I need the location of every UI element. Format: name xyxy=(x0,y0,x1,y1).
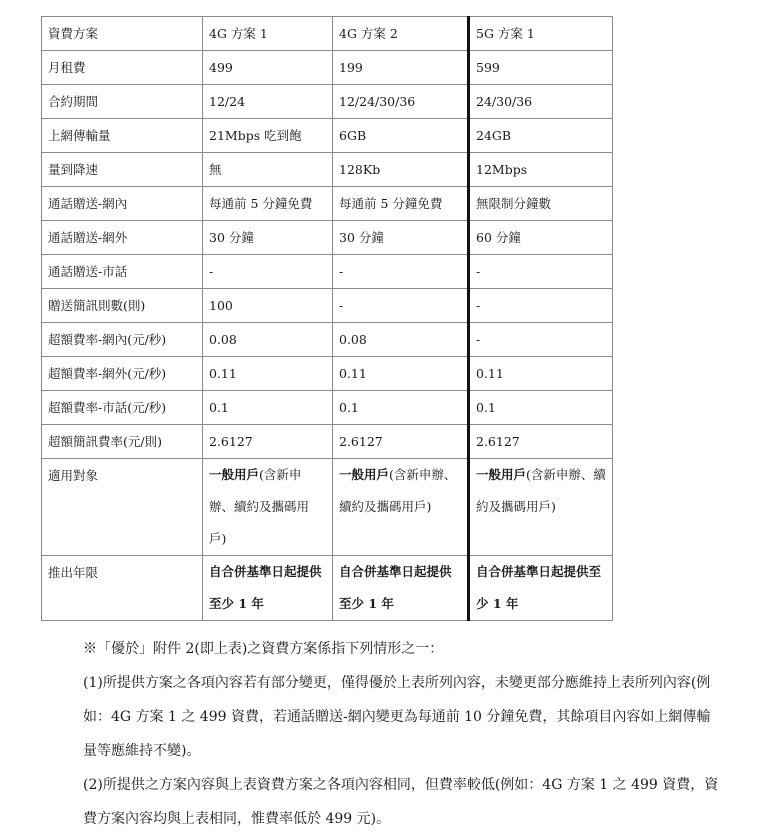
target-bold-text: 一般用戶 xyxy=(209,467,260,482)
table-cell-4g-plan-2: 128Kb xyxy=(333,153,469,187)
table-cell-4g-plan-1: 30 分鐘 xyxy=(203,221,333,255)
table-cell-label: 適用對象 xyxy=(42,459,203,556)
table-cell-4g-plan-2: - xyxy=(333,255,469,289)
table-cell-label: 超額簡訊費率(元/則) xyxy=(42,425,203,459)
table-cell-4g-plan-2: 0.11 xyxy=(333,357,469,391)
target-bold-text: 一般用戶 xyxy=(476,467,527,482)
table-cell-4g-plan-2: 199 xyxy=(333,51,469,85)
table-row xyxy=(42,221,613,255)
table-cell-4g-plan-1: - xyxy=(203,255,333,289)
table-cell-5g-plan-1: - xyxy=(469,323,613,357)
table-cell-5g-plan-1: 60 分鐘 xyxy=(469,221,613,255)
table-cell-4g-plan-2: 30 分鐘 xyxy=(333,221,469,255)
table-cell-5g-plan-1: 2.6127 xyxy=(469,425,613,459)
table-cell-4g-plan-1: 21Mbps 吃到飽 xyxy=(203,119,333,153)
notes-intro: ※「優於」附件 2(即上表)之資費方案係指下列情形之一： xyxy=(83,641,444,657)
header-cell-label: 資費方案 xyxy=(42,17,203,51)
table-cell-5g-plan-1: - xyxy=(469,289,613,323)
table-cell-5g-plan-1: 0.11 xyxy=(469,357,613,391)
table-row xyxy=(42,51,613,85)
table-cell-4g-plan-2: - xyxy=(333,289,469,323)
notes-item-1: (1)所提供方案之各項內容若有部分變更，僅得優於上表所列內容，未變更部分應維持上表所列內容(例如：4G 方案 1 之 499 資費，若通話贈送-網內變更為每通前 10 分鐘免費，其餘項目內容如上網傳輸量等應維持不變)。 xyxy=(83,675,711,759)
table-cell-5g-plan-1: 無限制分鐘數 xyxy=(469,187,613,221)
target-rest-text: (含新申辦、續約及攜碼用戶) xyxy=(209,467,310,546)
table-cell-4g-plan-1: 12/24 xyxy=(203,85,333,119)
table-cell-5g-plan-1: 24GB xyxy=(469,119,613,153)
table-header-row xyxy=(42,17,613,51)
table-cell-label: 超額費率-網內(元/秒) xyxy=(42,323,203,357)
table-cell-4g-plan-1: 100 xyxy=(203,289,333,323)
table-row xyxy=(42,357,613,391)
header-cell-4g-plan-1: 4G 方案 1 xyxy=(203,17,333,51)
header-cell-5g-plan-1: 5G 方案 1 xyxy=(469,17,613,51)
table-cell-5g-plan-1: - xyxy=(469,255,613,289)
table-cell-label: 超額費率-網外(元/秒) xyxy=(42,357,203,391)
table-cell-label: 月租費 xyxy=(42,51,203,85)
table-cell-years-5g-plan-1: 自合併基準日起提供至少 1 年 xyxy=(469,556,613,621)
table-cell-label: 贈送簡訊則數(則) xyxy=(42,289,203,323)
plan-table-body xyxy=(42,17,613,621)
table-cell-4g-plan-1: 499 xyxy=(203,51,333,85)
table-cell-label: 超額費率-市話(元/秒) xyxy=(42,391,203,425)
table-cell-label: 通話贈送-網外 xyxy=(42,221,203,255)
target-bold-text: 一般用戶 xyxy=(339,467,390,482)
table-cell-4g-plan-1: 無 xyxy=(203,153,333,187)
table-row xyxy=(42,187,613,221)
table-row xyxy=(42,255,613,289)
notes-section xyxy=(83,632,723,836)
plan-table xyxy=(41,16,613,621)
table-cell-4g-plan-2: 每通前 5 分鐘免費 xyxy=(333,187,469,221)
table-cell-4g-plan-1: 每通前 5 分鐘免費 xyxy=(203,187,333,221)
table-row xyxy=(42,85,613,119)
table-cell-4g-plan-2: 6GB xyxy=(333,119,469,153)
table-cell-4g-plan-2: 2.6127 xyxy=(333,425,469,459)
table-cell-years-4g-plan-1: 自合併基準日起提供至少 1 年 xyxy=(203,556,333,621)
table-cell-4g-plan-2: 0.08 xyxy=(333,323,469,357)
table-cell-4g-plan-1: 2.6127 xyxy=(203,425,333,459)
table-cell-4g-plan-1: 0.11 xyxy=(203,357,333,391)
notes-item-2: (2)所提供之方案內容與上表資費方案之各項內容相同，但費率較低(例如：4G 方案 1 之 499 資費，資費方案內容均與上表相同，惟費率低於 499 元)。 xyxy=(83,777,719,827)
table-row xyxy=(42,289,613,323)
table-cell-4g-plan-2: 0.1 xyxy=(333,391,469,425)
table-row xyxy=(42,323,613,357)
table-row xyxy=(42,425,613,459)
table-cell-label: 上網傳輸量 xyxy=(42,119,203,153)
table-cell-target-4g-plan-2 xyxy=(333,459,469,556)
table-cell-5g-plan-1: 24/30/36 xyxy=(469,85,613,119)
table-row xyxy=(42,119,613,153)
table-cell-target-4g-plan-1 xyxy=(203,459,333,556)
table-cell-4g-plan-1: 0.08 xyxy=(203,323,333,357)
table-cell-label: 量到降速 xyxy=(42,153,203,187)
table-cell-label: 通話贈送-網內 xyxy=(42,187,203,221)
table-cell-label: 推出年限 xyxy=(42,556,203,621)
header-cell-4g-plan-2: 4G 方案 2 xyxy=(333,17,469,51)
table-row-years xyxy=(42,556,613,621)
table-cell-4g-plan-2: 12/24/30/36 xyxy=(333,85,469,119)
table-cell-5g-plan-1: 599 xyxy=(469,51,613,85)
table-cell-years-4g-plan-2: 自合併基準日起提供至少 1 年 xyxy=(333,556,469,621)
table-cell-5g-plan-1: 12Mbps xyxy=(469,153,613,187)
table-cell-5g-plan-1: 0.1 xyxy=(469,391,613,425)
table-row xyxy=(42,391,613,425)
table-cell-label: 通話贈送-市話 xyxy=(42,255,203,289)
table-cell-4g-plan-1: 0.1 xyxy=(203,391,333,425)
table-cell-target-5g-plan-1 xyxy=(469,459,613,556)
target-rest-text: (含新申辦、續約及攜碼用戶) xyxy=(476,467,606,514)
table-cell-label: 合約期間 xyxy=(42,85,203,119)
table-row-target xyxy=(42,459,613,556)
table-row xyxy=(42,153,613,187)
target-rest-text: (含新申辦、續約及攜碼用戶) xyxy=(339,467,457,514)
